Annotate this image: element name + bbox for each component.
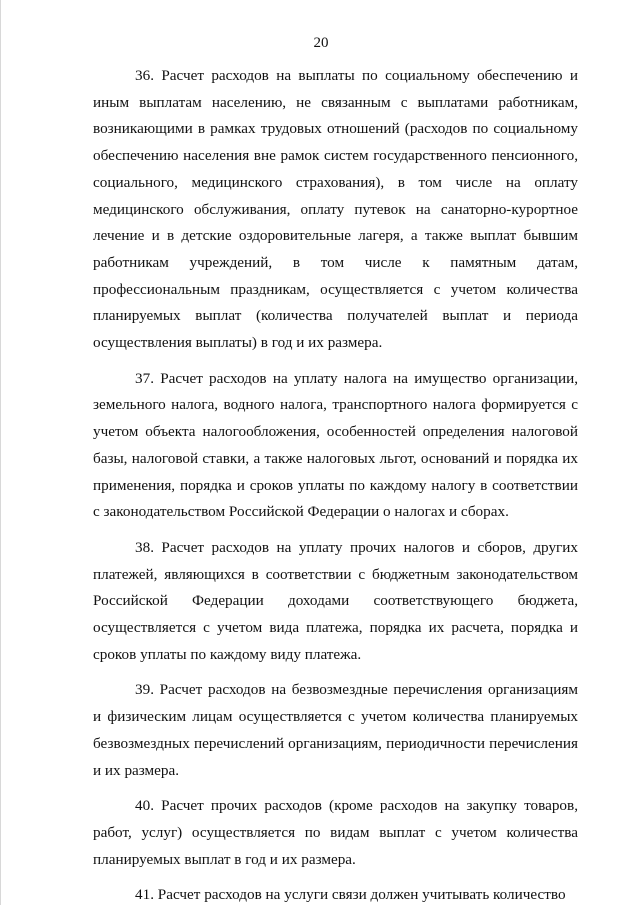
page-number: 20 bbox=[313, 35, 329, 51]
paragraph-40: 40. Расчет прочих расходов (кроме расходов на закупку товаров, работ, услуг) осуществляется по видам выплат с учетом количества планируемых выплат в год и их размера. bbox=[93, 797, 578, 868]
paragraph-37: 37. Расчет расходов на уплату налога на имущество организации, земельного налога, водного налога, транспортного налога формируется с учетом объекта налогообложения, особенностей определения налоговой базы, налоговой ставки, а также налоговых льгот, оснований и порядка их применения, порядка и сроков уплаты по каждому налогу в соответствии с законодательством Российской Федерации о налогах и сборах. bbox=[93, 369, 578, 521]
paragraph-39: 39. Расчет расходов на безвозмездные перечисления организациям и физическим лицам осуществляется с учетом количества планируемых безвозмездных перечислений организациям, периодичности перечисления и их размера. bbox=[93, 681, 578, 779]
document-body bbox=[93, 63, 578, 909]
paragraph-38: 38. Расчет расходов на уплату прочих налогов и сборов, других платежей, являющихся в соответствии с бюджетным законодательством Российской Федерации доходами соответствующего бюджета, осуществляется с учетом вида платежа, порядка их расчета, порядка и сроков уплаты по каждому виду платежа. bbox=[93, 538, 578, 663]
paragraph-36: 36. Расчет расходов на выплаты по социальному обеспечению и иным выплатам населению, не связанным с выплатами работникам, возникающими в рамках трудовых отношений (расходов по социальному обеспечению населения вне рамок систем государственного пенсионного, социального, медицинского страхования), в том числе на оплату медицинского обслуживания, оплату путевок на санаторно-курортное лечение и в детские оздоровительные лагеря, а также выплат бывшим работникам учреждений, в том числе к памятным датам, профессиональным праздникам, осуществляется с учетом количества планируемых выплат (количества получателей выплат и периода осуществления выплаты) в год и их размера. bbox=[93, 67, 578, 352]
paragraph-41: 41. Расчет расходов на услуги связи должен учитывать количество bbox=[135, 886, 566, 904]
